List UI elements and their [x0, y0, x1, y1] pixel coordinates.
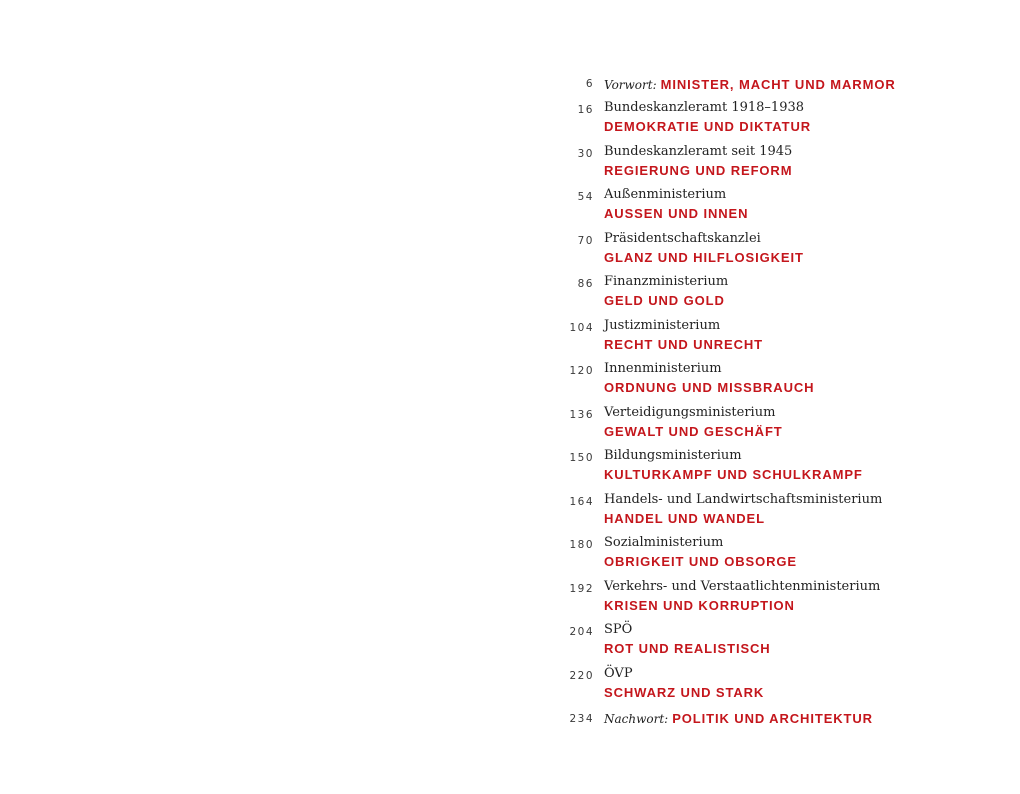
chapter-subtitle: Finanzministerium [604, 274, 729, 289]
chapter-subtitle: Justizministerium [604, 318, 721, 333]
chapter-title: ROT UND REALISTISCH [604, 641, 771, 656]
chapter-subtitle: Sozialministerium [604, 535, 724, 550]
chapter-title: RECHT UND UNRECHT [604, 337, 764, 352]
chapter-title: MINISTER, MACHT UND MARMOR [660, 77, 896, 92]
page-number: 234 [569, 713, 594, 725]
chapter-title: GLANZ UND HILFLOSIGKEIT [604, 250, 804, 265]
page-number: 220 [569, 670, 594, 682]
chapter-title: POLITIK UND ARCHITEKTUR [672, 711, 873, 726]
chapter-subtitle: Innenministerium [604, 361, 722, 376]
chapter-title: GELD UND GOLD [604, 293, 725, 308]
chapter-title: GEWALT UND GESCHÄFT [604, 424, 783, 439]
chapter-subtitle: Präsidentschaftskanzlei [604, 231, 761, 246]
chapter-title: OBRIGKEIT UND OBSORGE [604, 554, 797, 569]
page-number: 204 [569, 626, 594, 638]
chapter-title: SCHWARZ UND STARK [604, 685, 765, 700]
chapter-subtitle: Bildungsministerium [604, 448, 742, 463]
chapter-subtitle: Bundeskanzleramt seit 1945 [604, 144, 793, 159]
chapter-title: REGIERUNG UND REFORM [604, 163, 793, 178]
page-number: 86 [577, 278, 594, 290]
chapter-subtitle: SPÖ [604, 622, 633, 637]
page-number: 192 [569, 583, 594, 595]
chapter-subtitle: Handels- und Landwirtschaftsministerium [604, 492, 883, 507]
chapter-title: ORDNUNG UND MISSBRAUCH [604, 380, 815, 395]
chapter-subtitle: Außenministerium [604, 187, 727, 202]
page-number: 180 [569, 539, 594, 551]
chapter-title: KULTURKAMPF UND SCHULKRAMPF [604, 467, 863, 482]
chapter-subtitle: Verkehrs- und Verstaatlichtenministerium [604, 579, 881, 594]
page-number: 70 [577, 235, 594, 247]
page-number: 164 [569, 496, 594, 508]
page-number: 120 [569, 365, 594, 377]
page-number: 150 [569, 452, 594, 464]
page-number: 104 [569, 322, 594, 334]
vorwort-label: Vorwort: [604, 78, 657, 92]
nachwort-label: Nachwort: [604, 712, 669, 726]
chapter-title: DEMOKRATIE UND DIKTATUR [604, 119, 812, 134]
page-number: 54 [577, 191, 594, 203]
page-number: 136 [569, 409, 594, 421]
page-number: 30 [577, 148, 594, 160]
chapter-title: HANDEL UND WANDEL [604, 511, 765, 526]
page-number: 6 [585, 78, 594, 90]
chapter-title: KRISEN UND KORRUPTION [604, 598, 795, 613]
chapter-title: AUSSEN UND INNEN [604, 206, 749, 221]
page-number: 16 [577, 104, 594, 116]
chapter-subtitle: Bundeskanzleramt 1918–1938 [604, 100, 805, 115]
chapter-subtitle: ÖVP [604, 666, 633, 681]
chapter-subtitle: Verteidigungsministerium [604, 405, 776, 420]
